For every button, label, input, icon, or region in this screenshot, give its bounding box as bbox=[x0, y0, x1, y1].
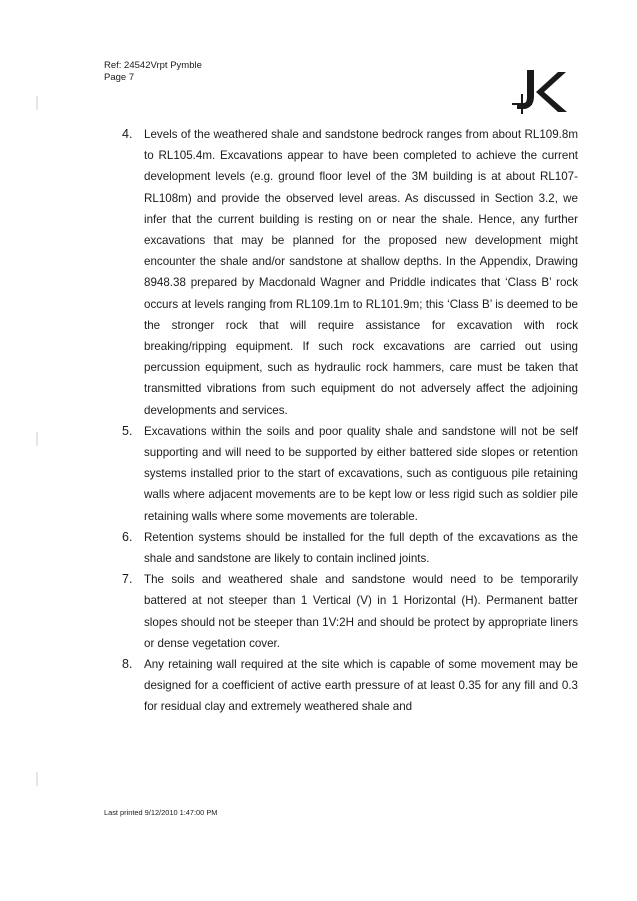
page-number: Page 7 bbox=[104, 72, 135, 83]
list-item bbox=[122, 124, 578, 421]
punch-hole-mark bbox=[36, 772, 38, 786]
list-item bbox=[122, 421, 578, 527]
punch-hole-mark bbox=[36, 432, 38, 446]
list-item bbox=[122, 569, 578, 654]
item-text: Retention systems should be installed for the full depth of the excavations as the shale and sandstone are likely to contain inclined joints. bbox=[144, 530, 578, 566]
item-text: Any retaining wall required at the site which is capable of some movement may be designed for a coefficient of active earth pressure of at least 0.35 for any fill and 0.3 for residual clay and extremely weathered shale and bbox=[144, 658, 578, 714]
item-number: 8. bbox=[122, 657, 133, 672]
reference-number: Ref: 24542Vrpt Pymble bbox=[104, 60, 202, 71]
document-reference bbox=[104, 60, 202, 84]
item-text: Excavations within the soils and poor quality shale and sandstone will not be self supporting and will need to be supported by either battered side slopes or retention systems installed prior to the start of excavations, such as contiguous pile retaining walls where adjacent movements are to be kept low or less rigid such as soldier pile retaining walls where some movements are tolerable. bbox=[144, 424, 578, 523]
item-number: 5. bbox=[122, 423, 133, 438]
item-number: 7. bbox=[122, 572, 133, 587]
item-text: The soils and weathered shale and sandstone would need to be temporarily battered at not steeper than 1 Vertical (V) in 1 Horizontal (H). Permanent batter slopes should not be steeper than 1V:2H and should be protect by appropriate liners or dense vegetation cover. bbox=[144, 573, 578, 650]
item-number: 4. bbox=[122, 127, 133, 141]
numbered-recommendations bbox=[122, 124, 578, 718]
list-item bbox=[122, 654, 578, 718]
item-text: Levels of the weathered shale and sandstone bedrock ranges from about RL109.8m to RL105.4m. Excavations appear to have been completed to achieve the current development levels (e.g. ground floor level of the 3M building is at about RL107-RL108m) and provide the observed level areas. As discussed in Section 3.2, we infer that the current building is resting on or near the shale. Hence, any further excavations that may be planned for the proposed new development might encounter the shale and/or sandstone at shallow depths. In the Appendix, Drawing 8948.38 prepared by Macdonald Wagner and Priddle indicates that ‘Class B’ rock occurs at levels ranging from RL109.1m to RL101.9m; this ‘Class B’ is deemed to be the stronger rock that will require assistance for excavation with rock breaking/ripping equipment. If such rock excavations are carried out using percussion equipment, such as hydraulic rock hammers, care must be taken that transmitted vibrations from such equipment do not adversely affect the adjoining developments and services. bbox=[144, 128, 578, 417]
print-timestamp: Last printed 9/12/2010 1:47:00 PM bbox=[104, 808, 218, 817]
item-number: 6. bbox=[122, 529, 133, 544]
punch-hole-mark bbox=[36, 96, 38, 110]
jk-logo-icon bbox=[503, 66, 573, 116]
list-item bbox=[122, 527, 578, 569]
